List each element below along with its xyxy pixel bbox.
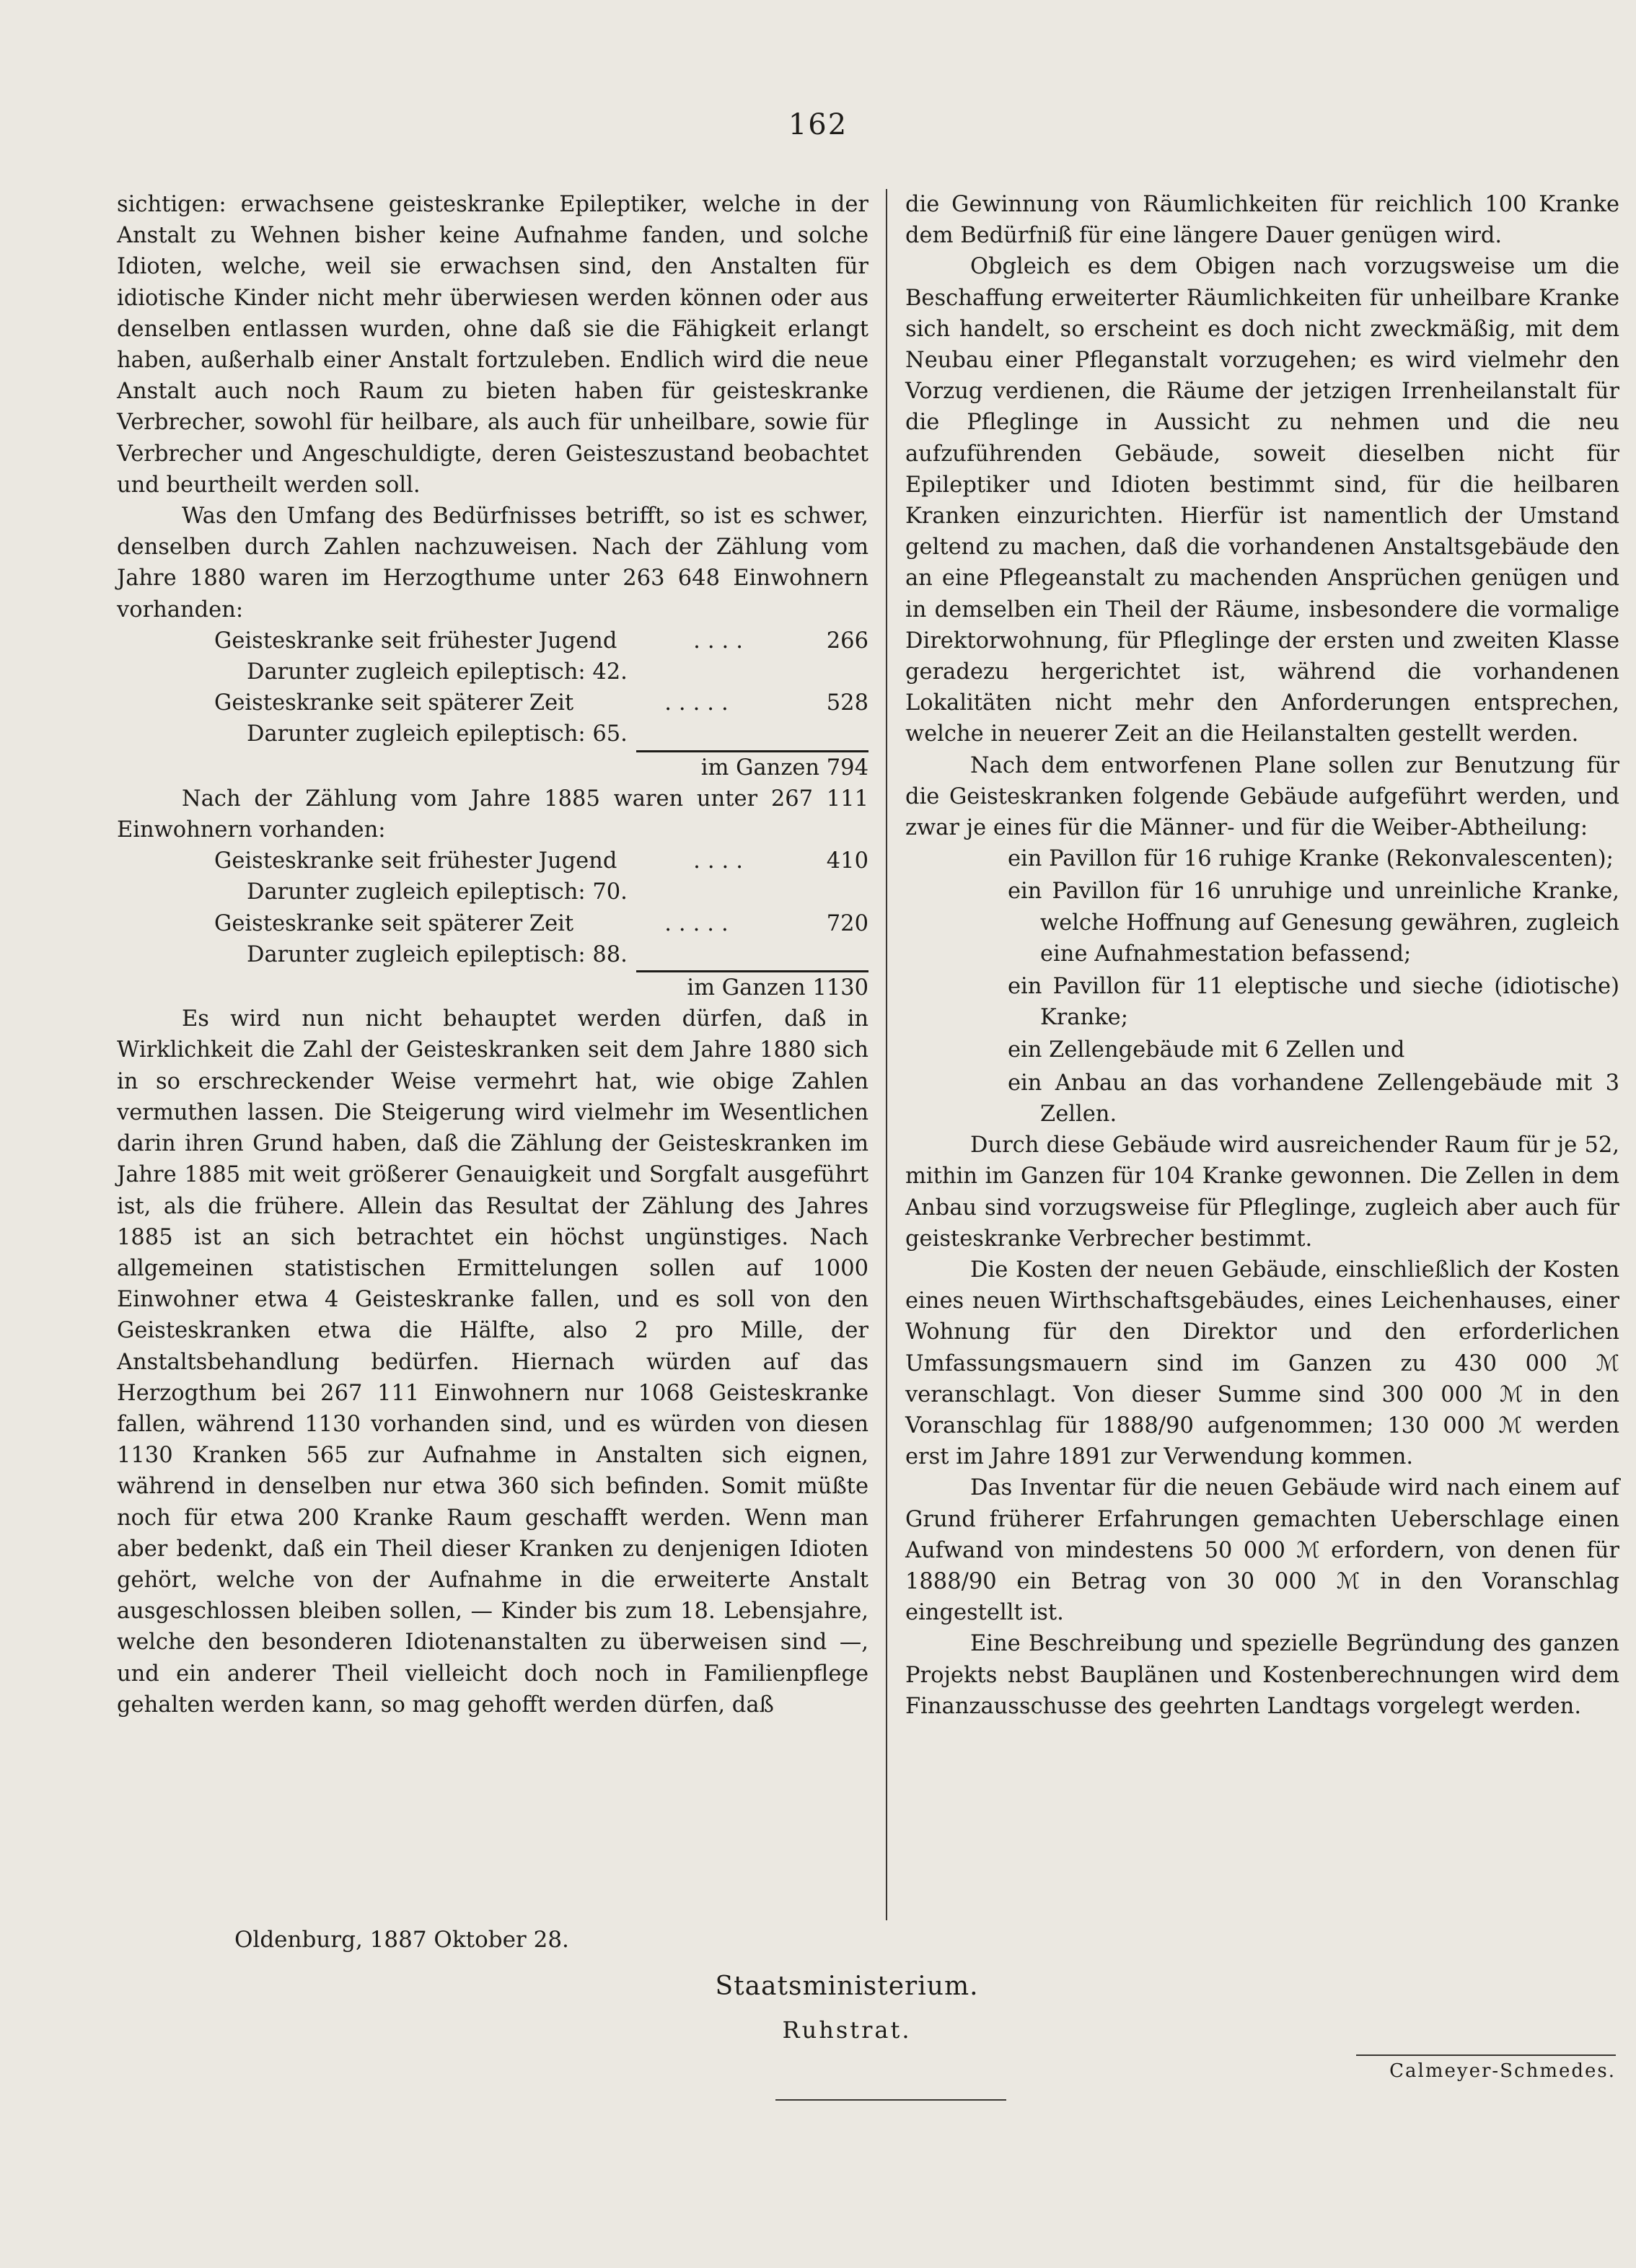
right-paragraph-1: die Gewinnung von Räumlichkeiten für reichlich 100 Kranke dem Bedürfniß für eine längere Dauer genügen wird. <box>905 192 1619 249</box>
list-item: ein Pavillon für 11 eleptische und sieche (idiotische) Kranke; <box>1008 974 1619 1031</box>
list-item: ein Anbau an das vorhandene Zellengebäude mit 3 Zellen. <box>1008 1070 1619 1127</box>
printer-rule <box>1356 2054 1616 2056</box>
printer-imprint: Calmeyer-Schmedes. <box>1389 2060 1616 2082</box>
place-date: Oldenburg, 1887 Oktober 28. <box>234 1927 569 1953</box>
stat-label: Geisteskranke seit frühester Jugend <box>214 628 617 654</box>
left-paragraph-3: Nach der Zählung vom Jahre 1885 waren unter 267 111 Einwohnern vorhanden: <box>117 786 868 843</box>
signature-ministry: Staatsministerium. <box>715 1972 979 2001</box>
right-paragraph-7: Eine Beschreibung und spezielle Begründung des ganzen Projekts nebst Bauplänen und Kostenberechnungen wird dem Finanzausschusse des geehrten Landtags vorgelegt werden. <box>905 1631 1619 1719</box>
stat-label: Geisteskranke seit frühester Jugend <box>214 848 617 874</box>
stat-row <box>117 625 868 656</box>
leader-dots: ..... <box>664 690 736 716</box>
column-divider <box>886 189 887 1920</box>
stat-value: 720 <box>826 910 868 936</box>
statistics-1885 <box>117 845 868 1003</box>
left-paragraph-4: Es wird nun nicht behauptet werden dürfen, daß in Wirklichkeit die Zahl der Geisteskranken seit dem Jahre 1880 sich in so erschreckender Weise vermehrt hat, wie obige Zahlen vermuthen lassen. Die Steigerung wird vielmehr im Wesentlichen darin ihren Grund haben, daß die Zählung der Geisteskranken im Jahre 1885 mit weit größerer Genauigkeit und Sorgfalt ausgeführt ist, als die frühere. Allein das Resultat der Zählung des Jahres 1885 ist an sich betrachtet ein höchst ungünstiges. Nach allgemeinen statistischen Ermittelungen sollen auf 1000 Einwohner etwa 4 Geisteskranke fallen, und es soll von den Geisteskranken etwa die Hälfte, also 2 pro Mille, der Anstaltsbehandlung bedürfen. Hiernach würden auf das Herzogthum bei 267 111 Einwohnern nur 1068 Geisteskranke fallen, während 1130 vorhanden sind, und es würden von diesen 1130 Kranken 565 zur Aufnahme in Anstalten sich eignen, während in denselben nur etwa 360 sich befinden. Somit müßte noch für etwa 200 Kranke Raum geschafft werden. Wenn man aber bedenkt, daß ein Theil dieser Kranken zu denjenigen Idioten gehört, welche von der Aufnahme in die erweiterte Anstalt ausgeschlossen bleiben sollen, — Kinder bis zum 18. Lebensjahre, welche den besonderen Idiotenanstalten zu überweisen sind —, und ein anderer Theil vielleicht doch noch in Familienpflege gehalten werden kann, so mag gehofft werden dürfen, daß <box>117 1006 868 1718</box>
right-paragraph-6: Das Inventar für die neuen Gebäude wird nach einem auf Grund früherer Erfahrungen gemachten Ueberschlage einen Aufwand von mindestens 50 000 ℳ erfordern, von denen für 1888/90 ein Betrag von 30 000 ℳ in den Voranschlag eingestellt ist. <box>905 1475 1619 1626</box>
statistics-1880 <box>117 625 868 783</box>
signature-name: Ruhstrat. <box>782 2016 912 2044</box>
signature-rule <box>775 2099 1006 2101</box>
building-list <box>905 843 1619 1130</box>
page-number: 162 <box>788 108 848 141</box>
stat-value: 410 <box>826 848 868 874</box>
left-paragraph-1: sichtigen: erwachsene geisteskranke Epileptiker, welche in der Anstalt zu Wehnen bisher keine Aufnahme fanden, und solche Idioten, welche, weil sie erwachsen sind, den Anstalten für idiotische Kinder nicht mehr überwiesen werden können oder aus denselben entlassen wurden, ohne daß sie die Fähigkeit erlangt haben, außerhalb einer Anstalt fortzuleben. Endlich wird die neue Anstalt auch noch Raum zu bieten haben für geisteskranke Verbrecher, sowohl für heilbare, als auch für unheilbare, sowie für Verbrecher und Angeschuldigte, deren Geisteszustand beobachtet und beurtheilt werden soll. <box>117 192 868 498</box>
right-paragraph-2: Obgleich es dem Obigen nach vorzugsweise um die Beschaffung erweiterter Räumlichkeiten für unheilbare Kranke sich handelt, so erscheint es doch nicht zweckmäßig, mit dem Neubau einer Pfleganstalt vorzugehen; es wird vielmehr den Vorzug verdienen, die Räume der jetzigen Irrenheilanstalt für die Pfleglinge in Aussicht zu nehmen und die neu aufzuführenden Gebäude, soweit dieselben nicht für Epileptiker und Idioten bestimmt sind, für die heilbaren Kranken einzurichten. Hierfür ist namentlich der Umstand geltend zu machen, daß die vorhandenen Anstaltsgebäude den an eine Pflegeanstalt zu machenden Ansprüchen genügen und in demselben ein Theil der Räume, insbesondere die vormalige Direktorwohnung, für Pfleglinge der ersten und zweiten Klasse geradezu hergerichtet ist, während die vorhandenen Lokalitäten nicht mehr den Anforderungen entsprechen, welche in neuerer Zeit an die Heilanstalten gestellt werden. <box>905 254 1619 747</box>
left-column <box>117 189 868 1720</box>
stat-subrow: Darunter zugleich epileptisch: 65. <box>247 721 628 747</box>
stat-subrow: Darunter zugleich epileptisch: 88. <box>247 941 628 967</box>
stat-row <box>117 908 868 939</box>
list-item: ein Pavillon für 16 unruhige und unreinliche Kranke, welche Hoffnung auf Genesung gewähren, zugleich eine Aufnahmestation befassend; <box>1008 879 1619 967</box>
stat-row <box>117 845 868 876</box>
stat-value: 528 <box>826 690 868 716</box>
stat-total: im Ganzen 794 <box>636 750 868 783</box>
stat-label: Geisteskranke seit späterer Zeit <box>214 690 574 716</box>
leader-dots: .... <box>693 848 750 874</box>
stat-row <box>117 687 868 718</box>
right-paragraph-4: Durch diese Gebäude wird ausreichender Raum für je 52, mithin im Ganzen für 104 Kranke gewonnen. Die Zellen in dem Anbau sind vorzugsweise für Pfleglinge, zugleich aber auch für geisteskranke Verbrecher bestimmt. <box>905 1133 1619 1252</box>
left-paragraph-2: Was den Umfang des Bedürfnisses betrifft, so ist es schwer, denselben durch Zahlen nachzuweisen. Nach der Zählung vom Jahre 1880 waren im Herzogthume unter 263 648 Einwohnern vorhanden: <box>117 504 868 623</box>
stat-label: Geisteskranke seit späterer Zeit <box>214 910 574 936</box>
list-item: ein Zellengebäude mit 6 Zellen und <box>1008 1037 1405 1063</box>
stat-total: im Ganzen 1130 <box>636 970 868 1003</box>
right-paragraph-5: Die Kosten der neuen Gebäude, einschließlich der Kosten eines neuen Wirthschaftsgebäudes, eines Leichenhauses, einer Wohnung für den Direktor und den erforderlichen Umfassungsmauern sind im Ganzen zu 430 000 ℳ veranschlagt. Von dieser Summe sind 300 000 ℳ in den Voranschlag für 1888/90 aufgenommen; 130 000 ℳ werden erst im Jahre 1891 zur Verwendung kommen. <box>905 1257 1619 1470</box>
stat-subrow: Darunter zugleich epileptisch: 70. <box>247 879 628 905</box>
right-paragraph-3: Nach dem entworfenen Plane sollen zur Benutzung für die Geisteskranken folgende Gebäude aufgeführt werden, und zwar je eines für die Männer- und für die Weiber-Abtheilung: <box>905 752 1619 841</box>
right-column <box>905 189 1619 1722</box>
list-item: ein Pavillon für 16 ruhige Kranke (Rekonvalescenten); <box>1008 846 1614 872</box>
stat-subrow: Darunter zugleich epileptisch: 42. <box>247 659 628 685</box>
leader-dots: .... <box>693 628 750 654</box>
stat-value: 266 <box>826 628 868 654</box>
leader-dots: ..... <box>664 910 736 936</box>
